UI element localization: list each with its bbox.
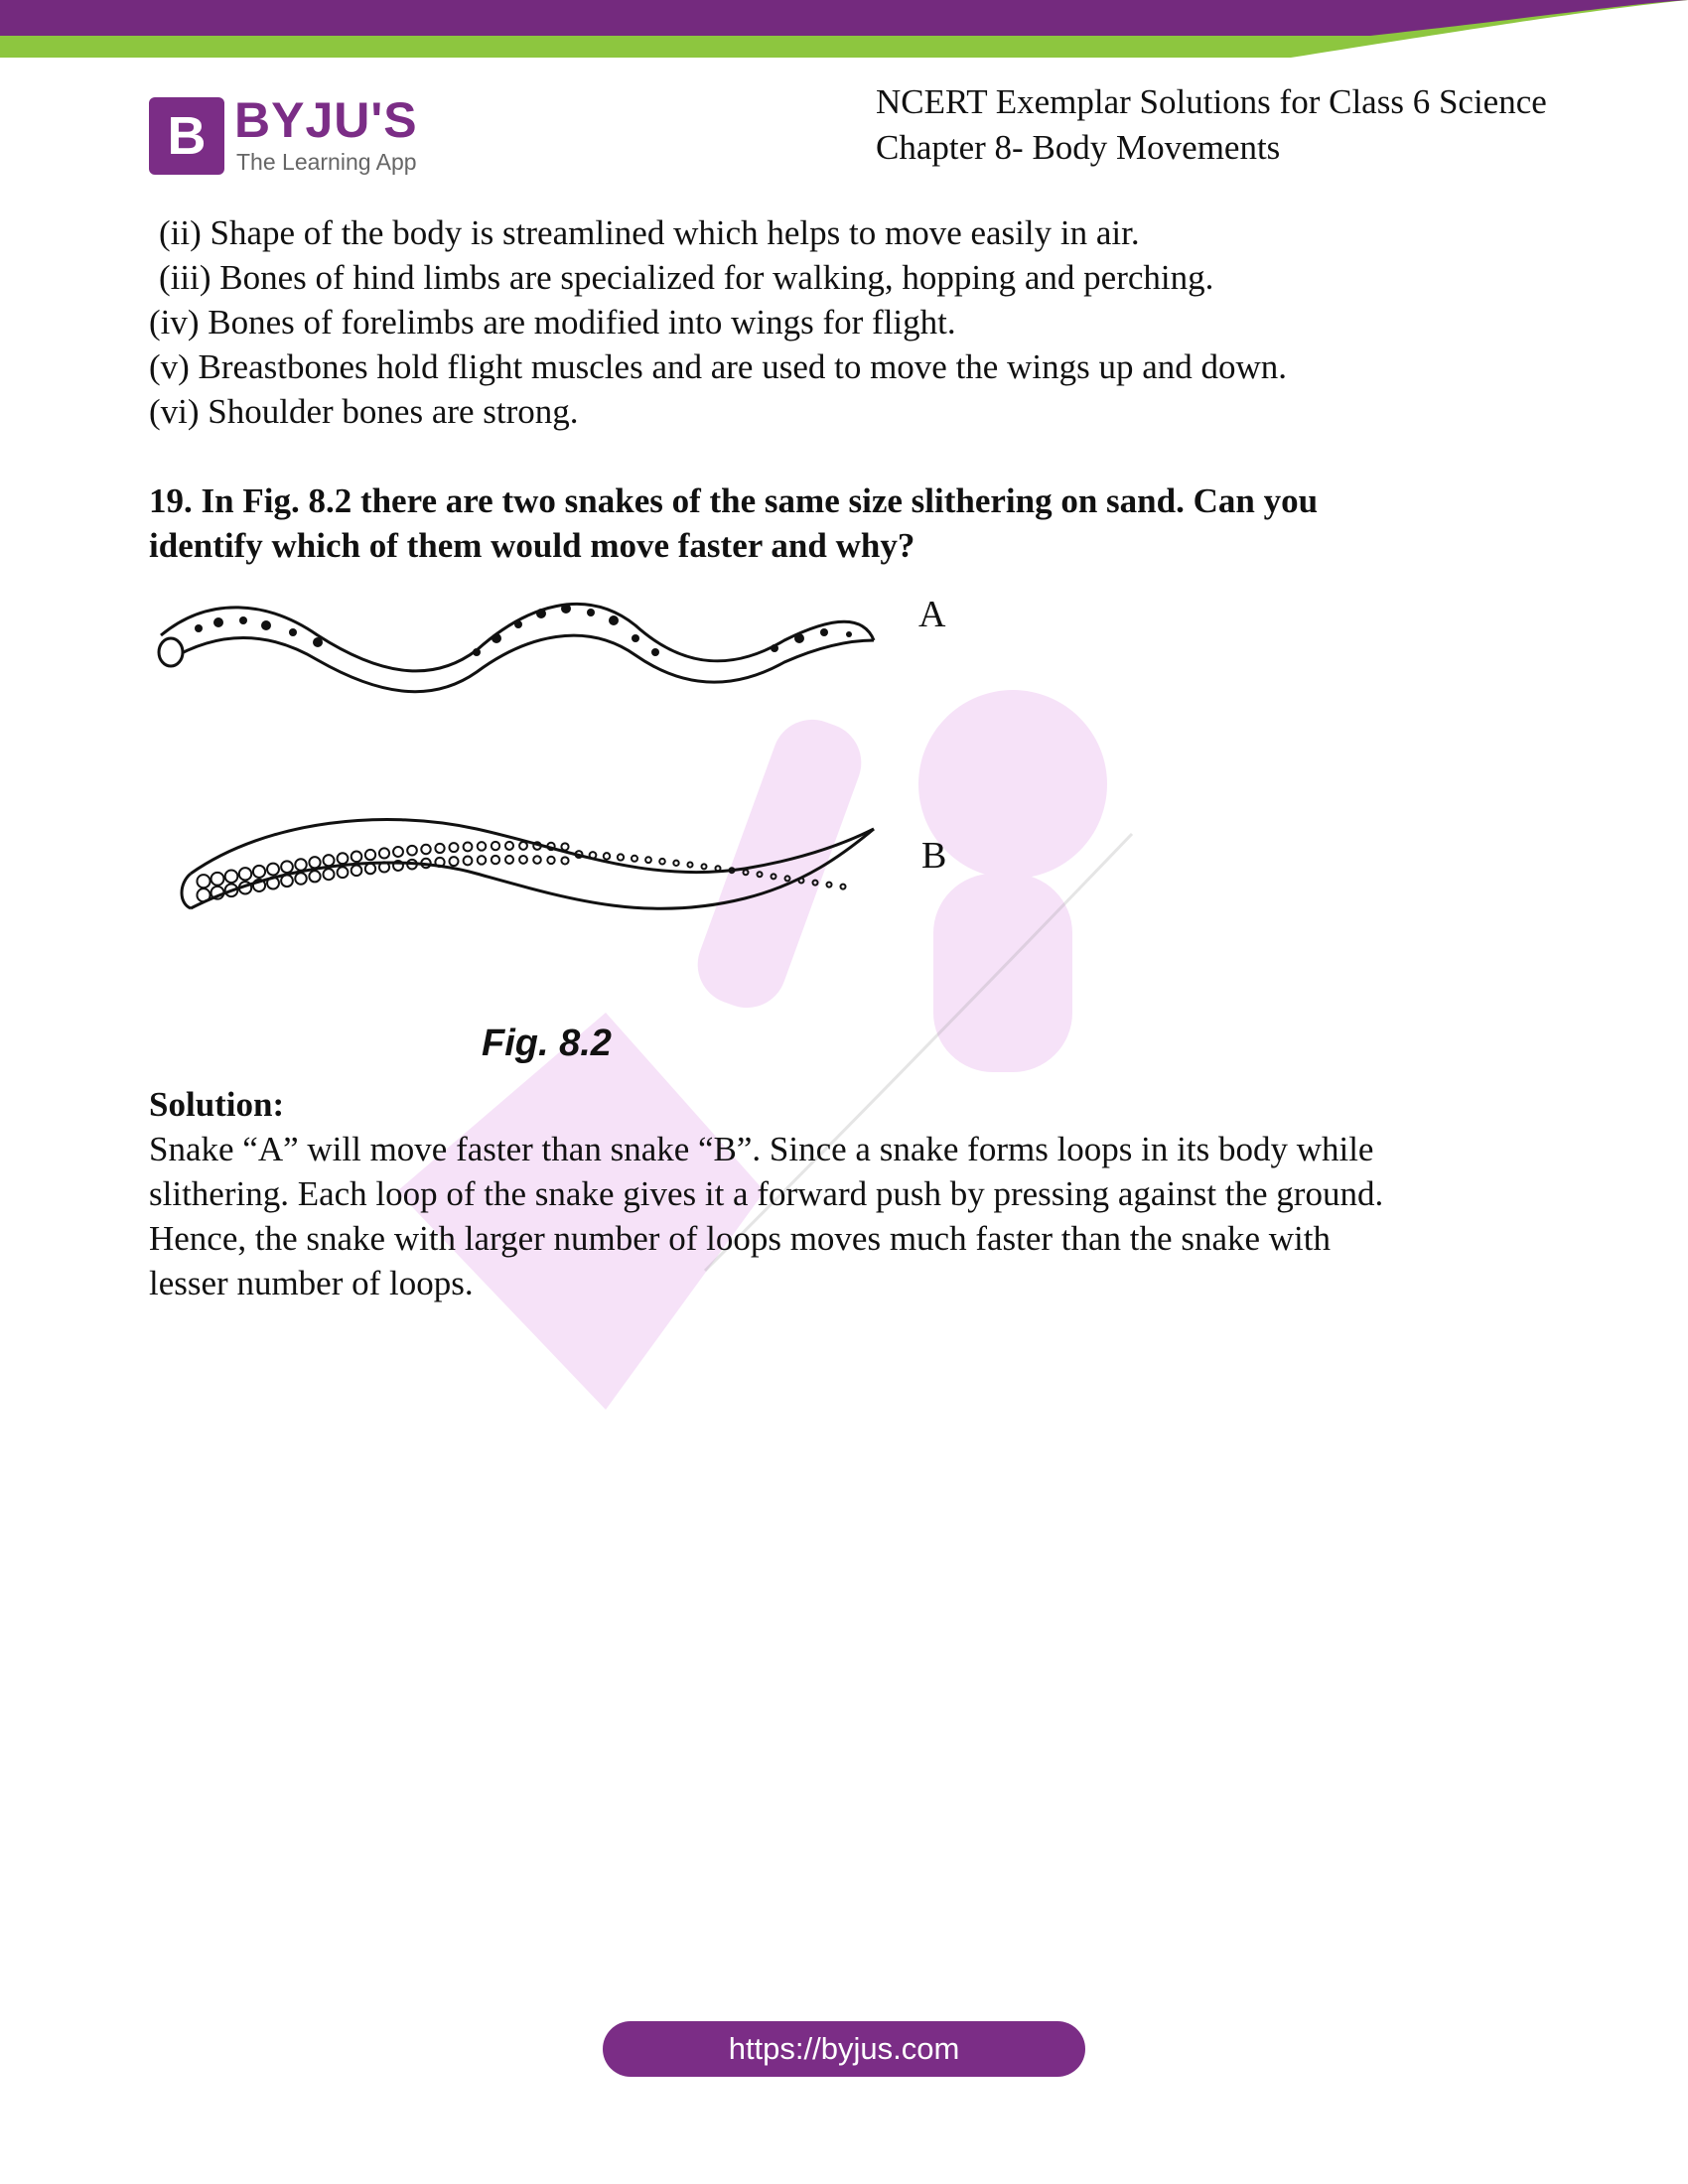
scale-mark bbox=[197, 875, 210, 887]
point-item: (ii) Shape of the body is streamlined which helps to move easily in air. bbox=[159, 213, 1140, 252]
scale-mark bbox=[309, 871, 320, 882]
point-item: (iii) Bones of hind limbs are specialized for walking, hopping and perching. bbox=[159, 258, 1214, 297]
scale-mark bbox=[295, 873, 306, 884]
scale-mark bbox=[547, 857, 554, 864]
scale-mark bbox=[352, 866, 362, 877]
byjus-logo bbox=[149, 92, 437, 179]
scale-mark bbox=[365, 864, 375, 874]
scale-mark bbox=[492, 856, 499, 864]
scale-mark bbox=[799, 879, 804, 884]
scale-mark bbox=[338, 853, 349, 864]
scale-mark bbox=[716, 866, 721, 871]
scale-mark bbox=[673, 861, 678, 866]
label-snake-a: A bbox=[918, 594, 946, 635]
scale-mark bbox=[505, 842, 513, 850]
answer-continuation bbox=[149, 210, 1559, 568]
scale-mark bbox=[267, 864, 279, 876]
scale-mark bbox=[519, 842, 527, 850]
scale-mark bbox=[295, 859, 306, 870]
scale-mark bbox=[702, 864, 707, 869]
logo-wordmark: BYJU'S bbox=[234, 92, 418, 148]
scale-mark bbox=[785, 876, 790, 881]
scale-mark bbox=[744, 870, 749, 875]
scale-mark bbox=[687, 862, 692, 867]
solution-line: slithering. Each loop of the snake gives it a forward push by pressing against the ground. bbox=[149, 1174, 1384, 1213]
point-item: (vi) Shoulder bones are strong. bbox=[149, 392, 579, 431]
question-line: identify which of them would move faster and why? bbox=[149, 526, 915, 565]
solution-heading: Solution: bbox=[149, 1085, 285, 1124]
scale-mark bbox=[478, 842, 487, 851]
label-snake-b: B bbox=[921, 835, 947, 877]
scale-mark bbox=[632, 856, 637, 862]
scale-mark bbox=[758, 872, 763, 877]
scale-mark bbox=[450, 843, 459, 852]
document-title-line1: NCERT Exemplar Solutions for Class 6 Science bbox=[876, 82, 1547, 121]
solution-line: Snake “A” will move faster than snake “B”. Since a snake forms loops in its body while bbox=[149, 1130, 1374, 1168]
point-item: (v) Breastbones hold flight muscles and are used to move the wings up and down. bbox=[149, 347, 1288, 386]
scale-mark bbox=[478, 856, 487, 865]
scale-mark bbox=[450, 857, 459, 866]
scale-mark bbox=[492, 842, 499, 850]
scale-mark bbox=[225, 870, 238, 883]
scale-mark bbox=[772, 874, 776, 879]
scale-mark bbox=[379, 848, 389, 858]
footer-url-link[interactable]: https://byjus.com bbox=[603, 2021, 1085, 2077]
scale-mark bbox=[618, 854, 624, 860]
scale-mark bbox=[827, 883, 832, 887]
scale-mark bbox=[393, 847, 403, 857]
snakes-illustration bbox=[149, 581, 1043, 1097]
scale-mark bbox=[464, 843, 473, 852]
scale-mark bbox=[352, 852, 362, 863]
solution-block bbox=[149, 1082, 1559, 1305]
question-line: 19. In Fig. 8.2 there are two snakes of the same size slithering on sand. Can you bbox=[149, 481, 1319, 520]
scale-mark bbox=[645, 857, 651, 863]
solution-line: Hence, the snake with larger number of loops moves much faster than the snake with bbox=[149, 1219, 1331, 1258]
figure-8-2 bbox=[149, 581, 1043, 1097]
solution-line: lesser number of loops. bbox=[149, 1264, 474, 1302]
scale-mark bbox=[435, 844, 444, 853]
scale-mark bbox=[197, 888, 210, 901]
scale-mark bbox=[338, 867, 349, 878]
scale-mark bbox=[323, 855, 334, 866]
document-title bbox=[876, 79, 1547, 171]
scale-mark bbox=[323, 869, 334, 880]
logo-tagline: The Learning App bbox=[236, 149, 417, 175]
scale-mark bbox=[841, 885, 846, 889]
scale-mark bbox=[813, 881, 818, 886]
scale-mark bbox=[211, 873, 224, 886]
document-title-line2: Chapter 8- Body Movements bbox=[876, 128, 1281, 167]
scale-mark bbox=[281, 861, 293, 873]
scale-mark bbox=[239, 868, 251, 880]
scale-mark bbox=[533, 856, 541, 864]
logo-mark bbox=[149, 97, 224, 175]
scale-mark bbox=[604, 853, 610, 859]
scale-mark bbox=[505, 856, 513, 864]
scale-mark bbox=[561, 843, 568, 850]
scale-mark bbox=[561, 857, 568, 864]
scale-mark bbox=[253, 866, 265, 878]
scale-mark bbox=[519, 856, 527, 864]
header-band bbox=[0, 0, 1688, 60]
scale-mark bbox=[464, 857, 473, 866]
point-item: (iv) Bones of forelimbs are modified into wings for flight. bbox=[149, 303, 956, 341]
scale-mark bbox=[421, 845, 430, 854]
figure-caption: Fig. 8.2 bbox=[482, 1023, 612, 1064]
snake-a bbox=[159, 604, 874, 691]
scale-mark bbox=[407, 846, 417, 856]
snake-b bbox=[182, 819, 874, 908]
scale-mark bbox=[309, 857, 320, 868]
logo-letter: B bbox=[167, 106, 207, 166]
scale-mark bbox=[281, 875, 293, 887]
scale-mark bbox=[659, 859, 665, 865]
scale-mark bbox=[365, 850, 375, 860]
